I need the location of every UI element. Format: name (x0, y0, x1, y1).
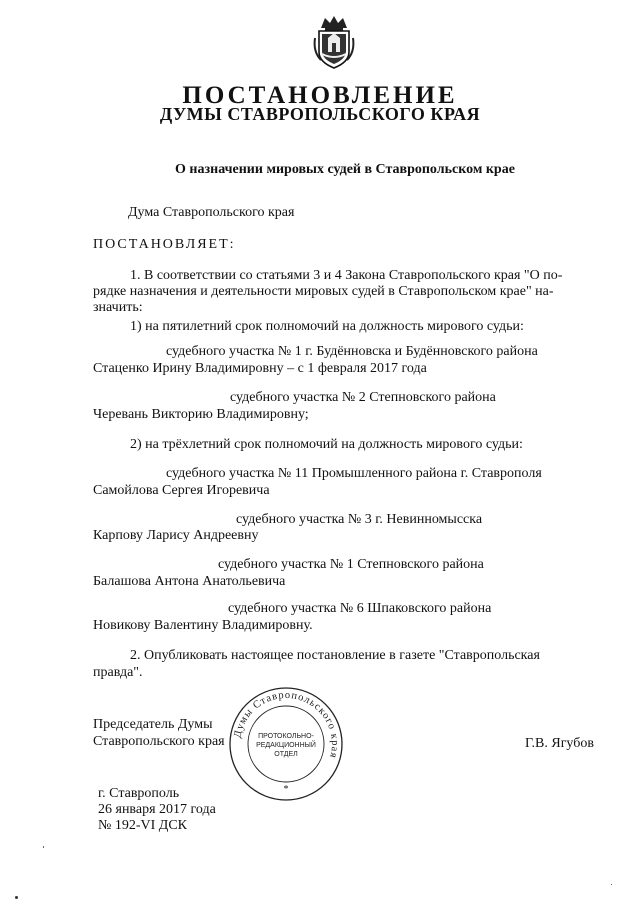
issue-city: г. Ставрополь (98, 786, 180, 801)
scan-speck (43, 846, 44, 848)
paragraph-2-line-1: 2. Опубликовать настоящее постановление в газете "Ставропольская (130, 648, 540, 663)
appointment-person: Новикову Валентину Владимировну. (93, 618, 313, 633)
signatory-position-line-1: Председатель Думы (93, 717, 213, 732)
document-subject: О назначении мировых судей в Ставропольском крае (175, 162, 515, 177)
stamp-center-line-3: ОТДЕЛ (274, 751, 298, 758)
signatory-position-line-2: Ставропольского края (93, 734, 225, 749)
appointment-district: судебного участка № 1 г. Будённовска и Будённовского района (166, 344, 538, 359)
signatory-name: Г.В. Ягубов (525, 736, 594, 751)
stamp-ring-text: Думы Ставропольского края (232, 689, 341, 760)
scan-speck (15, 896, 18, 899)
stamp-star: * (283, 784, 289, 795)
appointment-district: судебного участка № 1 Степновского района (218, 557, 484, 572)
appointment-district: судебного участка № 11 Промышленного района г. Ставрополя (166, 466, 542, 481)
scan-speck (611, 884, 612, 885)
appointment-district: судебного участка № 6 Шпаковского района (228, 601, 492, 616)
term-three-years: 2) на трёхлетний срок полномочий на должность мирового судьи: (130, 437, 523, 452)
coat-of-arms-icon (313, 14, 355, 70)
paragraph-1-line-2: рядке назначения и деятельности мировых судей в Ставропольском крае" на- (93, 284, 554, 299)
appointment-person: Балашова Антона Анатольевича (93, 574, 286, 589)
document-subtitle: ДУМЫ СТАВРОПОЛЬСКОГО КРАЯ (159, 104, 481, 124)
term-five-years: 1) на пятилетний срок полномочий на должность мирового судьи: (130, 319, 524, 334)
intro-text: Дума Ставропольского края (128, 205, 295, 220)
paragraph-2-line-2: правда". (93, 665, 143, 680)
appointment-person: Стаценко Ирину Владимировну – с 1 февраля 2017 года (93, 361, 427, 376)
document-title: ПОСТАНОВЛЕНИЕ (182, 82, 458, 109)
document-number: № 192-VI ДСК (98, 818, 188, 833)
paragraph-1-line-1: 1. В соответствии со статьями 3 и 4 Закона Ставропольского края "О по- (130, 268, 563, 283)
stamp-center-line-2: РЕДАКЦИОННЫЙ (256, 742, 316, 749)
paragraph-1-line-3: значить: (93, 300, 143, 315)
appointment-person: Черевань Викторию Владимировну; (93, 407, 309, 422)
appointment-district: судебного участка № 3 г. Невинномысска (236, 512, 483, 527)
decree-word: ПОСТАНОВЛЯЕТ: (93, 237, 236, 252)
issue-date: 26 января 2017 года (98, 802, 216, 817)
appointment-person: Карпову Ларису Андреевну (93, 528, 259, 543)
appointment-person: Самойлова Сергея Игоревича (93, 483, 270, 498)
appointment-district: судебного участка № 2 Степновского района (230, 390, 496, 405)
stamp-center-line-1: ПРОТОКОЛЬНО- (258, 733, 314, 740)
official-stamp (228, 686, 344, 802)
